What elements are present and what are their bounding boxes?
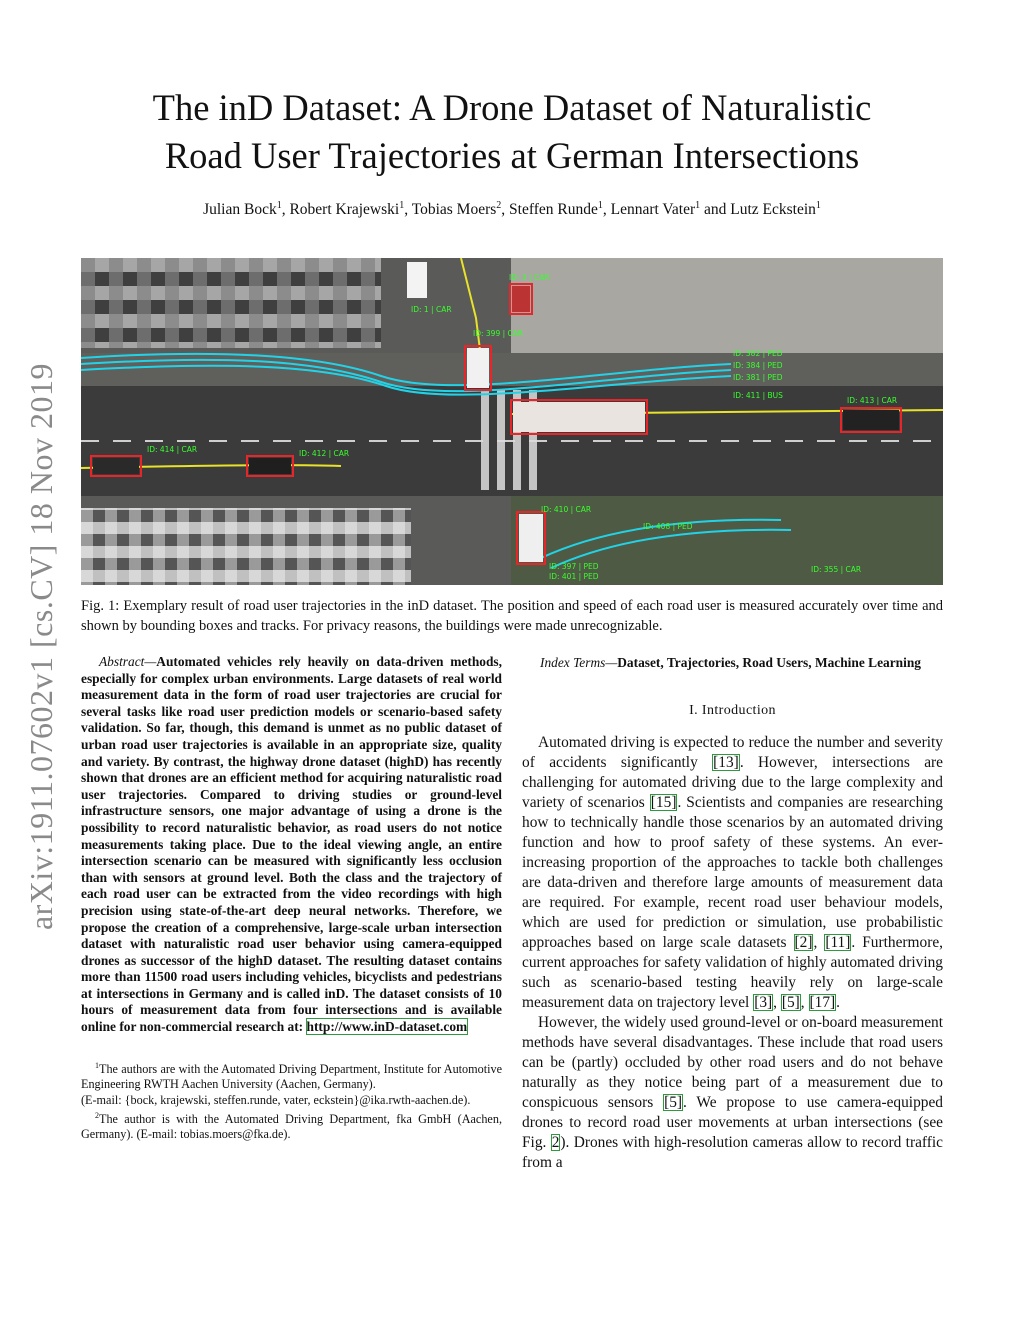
blurred-building <box>81 508 411 585</box>
text-run: . <box>836 994 841 1011</box>
author-name: Steffen Runde <box>509 201 598 219</box>
title-line-2: Road User Trajectories at German Intersections <box>164 135 860 176</box>
arxiv-stamp <box>20 346 64 946</box>
object-label: ID: 408 | PED <box>643 522 693 531</box>
author-name: Julian Bock <box>203 201 277 219</box>
object-label: ID: 399 | CAR <box>473 329 524 338</box>
paragraph <box>522 733 943 1013</box>
author-name: Robert Krajewski <box>289 201 400 219</box>
footnote-text: The author is with the Automated Driving Department, fka GmbH (Aachen, Germany). (E-mail: tobias.moers@fka.de). <box>81 1112 502 1142</box>
author-separator: , <box>404 201 412 219</box>
object-label: ID: 414 | CAR <box>147 445 198 454</box>
author-list <box>70 200 954 219</box>
arxiv-stamp-text: arXiv:1911.07602v1 [cs.CV] 18 Nov 2019 <box>23 362 60 930</box>
paper-title <box>70 84 954 180</box>
object-label: ID: 3 | CAR <box>509 273 550 282</box>
citation-link[interactable]: [3] <box>754 994 773 1011</box>
introduction-body <box>522 733 943 1173</box>
footnote-1 <box>81 1058 502 1093</box>
footnote-1-email: (E-mail: {bock, krajewski, steffen.runde, vater, eckstein}@ika.rwth-aachen.de). <box>81 1092 471 1107</box>
citation-link[interactable]: [5] <box>781 994 800 1011</box>
author-name: Lutz Eckstein <box>730 201 816 219</box>
text-run: . We propose to use camera-equipped drones to record road user movements at urban intersections (see Fig. <box>522 1094 943 1151</box>
abstract <box>81 654 502 1036</box>
author-affiliation: 1 <box>597 200 603 211</box>
left-column <box>81 654 502 1143</box>
object-label: ID: 411 | BUS <box>733 391 783 400</box>
text-run: , <box>773 994 781 1011</box>
object-label: ID: 413 | CAR <box>847 396 898 405</box>
object-label: ID: 401 | PED <box>549 572 599 581</box>
citation-link[interactable]: [11] <box>825 934 851 951</box>
text-run: ). Drones with high-resolution cameras allow to record traffic from a <box>522 1134 943 1171</box>
footnote-mark: 1 <box>95 1060 99 1070</box>
author-separator: , <box>602 201 611 219</box>
figure-caption: Fig. 1: Exemplary result of road user trajectories in the inD dataset. The position and speed of each road user is measured accurately over time and shown by bounding boxes and tracks. For privacy reasons, the buildings were made unrecognizable. <box>81 598 943 634</box>
abstract-text: Automated vehicles rely heavily on data-driven methods, especially for complex urban environments. Large datasets of real world measurement data in the form of road user trajectories are crucial for several tasks like road user prediction models or scenario-based safety validation. So far, though, this demand is unmet as no public dataset of urban road user trajectories is available in an appropriate size, quality and variety. By contrast, the highway drone dataset (highD) has recently shown that drones are an efficient method for acquiring naturalistic road user trajectories. Compared to driving studies or ground-level infrastructure sensors, one major advantage of using a drone is the possibility to record naturalistic behavior, as road users do not notice measurements taking place. Due to the ideal viewing angle, an entire intersection scenario can be measured with significantly less occlusion than with sensors at ground level. Both the class and the trajectory of each road user can be extracted from the video recordings with high precision using state-of-the-art deep neural networks. Therefore, we propose the creation of a comprehensive, large-scale urban intersection dataset with naturalistic road user behavior using camera-equipped drones as successor of the highD dataset. The resulting dataset contains more than 11500 road users including vehicles, bicyclists and pedestrians at intersections in Germany and is called inD. The dataset consists of 10 hours of measurement data from four intersections and is available online for non-commercial research at: <box>81 654 502 1035</box>
author-separator: and <box>700 201 731 219</box>
paragraph <box>522 1013 943 1173</box>
index-terms-label: Index Terms— <box>540 655 618 670</box>
citation-link[interactable]: [2] <box>794 934 813 951</box>
footnote-2 <box>81 1108 502 1143</box>
dataset-link[interactable]: http://www.inD-dataset.com <box>306 1019 468 1035</box>
figure-reference-link[interactable]: 2 <box>551 1134 560 1151</box>
object-label: ID: 382 | PED <box>733 349 783 358</box>
footnote-mark: 2 <box>95 1110 99 1120</box>
footnote-text: The authors are with the Automated Driving Department, Institute for Automotive Engineering RWTH Aachen University (Aachen, Germany). <box>81 1061 502 1092</box>
object-label: ID: 410 | CAR <box>541 505 592 514</box>
citation-link[interactable]: [17] <box>809 994 836 1011</box>
author-affiliation: 1 <box>695 200 701 211</box>
text-run: Automated driving is expected to reduce the number and severity of accidents significantly <box>522 734 943 771</box>
right-column <box>522 654 943 1173</box>
blurred-building <box>81 258 381 348</box>
index-terms <box>522 654 943 671</box>
title-line-1: The inD Dataset: A Drone Dataset of Naturalistic <box>152 87 872 128</box>
author-affiliation: 2 <box>496 200 502 211</box>
author-affiliation: 1 <box>276 200 282 211</box>
object-label: ID: 384 | PED <box>733 361 783 370</box>
text-run: , <box>813 934 825 951</box>
text-run: . However, intersections are challenging for automated driving due to the large complexity and variety of scenarios <box>522 754 944 811</box>
object-label: ID: 381 | PED <box>733 373 783 382</box>
author-separator: , <box>501 201 510 219</box>
text-run: . Furthermore, current approaches for safety validation of highly automated driving such as scenario-based testing heavily rely on large-scale measurement data on trajectory level <box>522 934 943 1011</box>
text-run: However, the widely used ground-level or on-board measurement methods have several disadvantages. These include that road users can be (partly) occluded by other road users and do not behave naturally as they notice being part of a measurement due to conspicuous sensors <box>522 1014 943 1111</box>
citation-link[interactable]: [5] <box>664 1094 683 1111</box>
object-label: ID: 412 | CAR <box>299 449 350 458</box>
text-run: , <box>800 994 809 1011</box>
author-affiliation: 1 <box>815 200 821 211</box>
drone-figure <box>81 258 943 585</box>
object-label: ID: 1 | CAR <box>411 305 452 314</box>
text-run: . Scientists and companies are researching how to technically handle those scenarios by an automated driving function and how to proof safety of these systems. An ever-increasing proportion of the approaches to tackle both challenges are data-driven and therefore large amounts of measurement data are required. For example, recent road user behaviour models, which are used for prediction or simulation, use probabilistic approaches based on large scale datasets <box>522 794 944 951</box>
object-label: ID: 355 | CAR <box>811 565 862 574</box>
object-label: ID: 397 | PED <box>549 562 599 571</box>
citation-link[interactable]: [15] <box>650 794 677 811</box>
footnotes <box>81 1058 502 1143</box>
abstract-label: Abstract— <box>99 654 157 669</box>
index-terms-text: Dataset, Trajectories, Road Users, Machine Learning <box>617 655 921 670</box>
citation-link[interactable]: [13] <box>713 754 739 771</box>
author-name: Lennart Vater <box>610 201 696 219</box>
drone-figure-image <box>81 258 943 585</box>
author-name: Tobias Moers <box>411 201 497 219</box>
section-heading: I. Introduction <box>689 703 776 718</box>
author-separator: , <box>281 201 290 219</box>
author-affiliation: 1 <box>399 200 405 211</box>
